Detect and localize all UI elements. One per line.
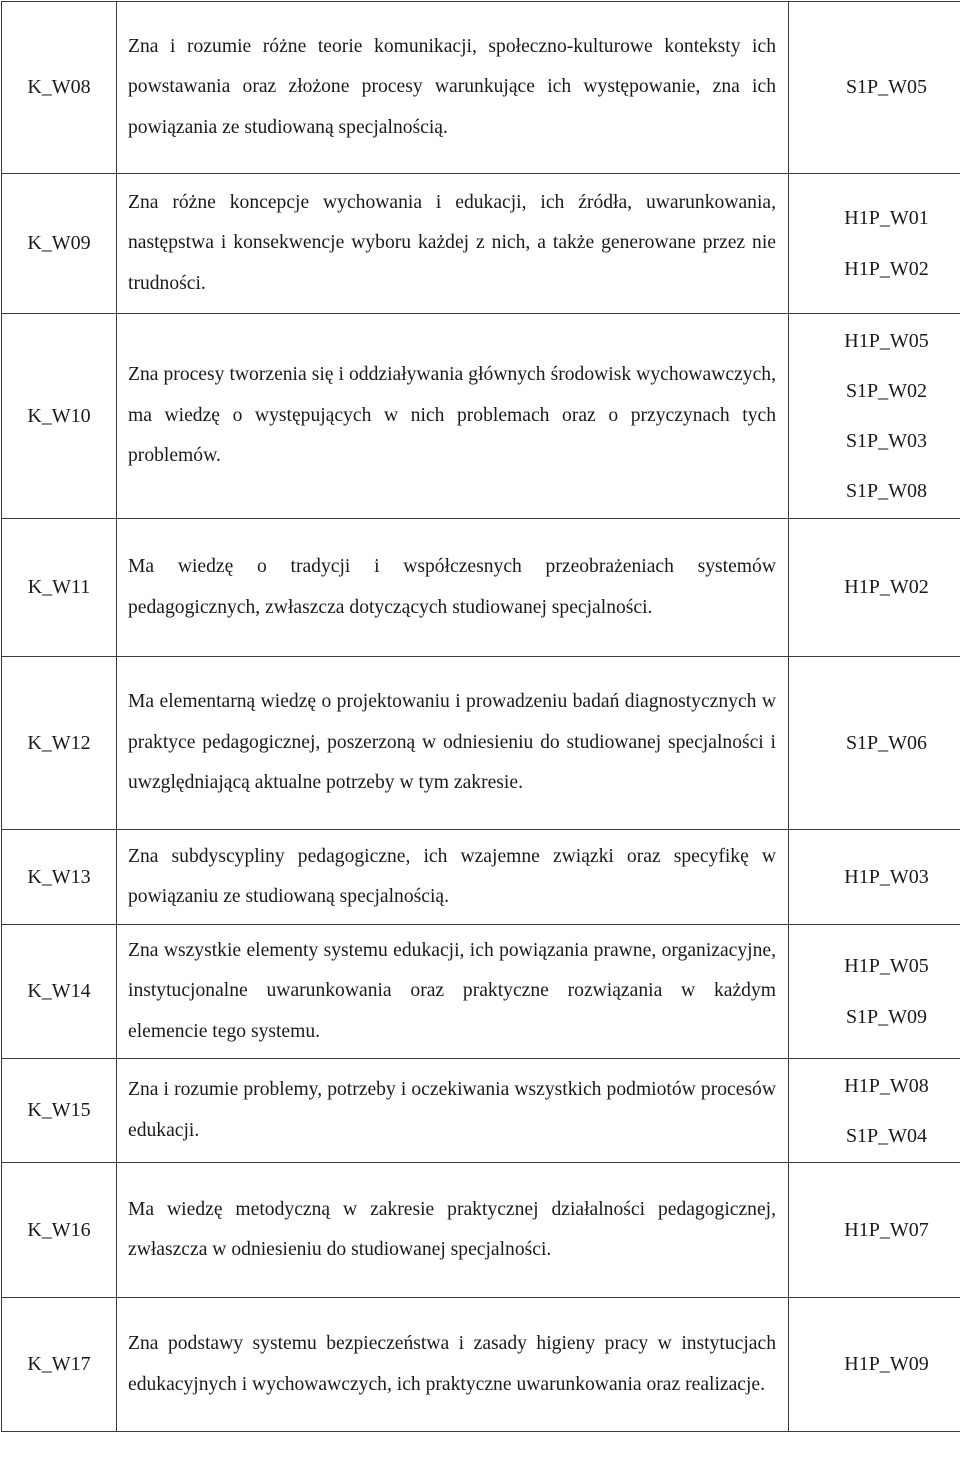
outcome-references [789, 2, 960, 174]
reference-code: H1P_W08 [844, 1074, 929, 1097]
outcome-references [789, 657, 960, 830]
outcome-references [789, 830, 960, 925]
outcome-code: K_W10 [2, 314, 117, 519]
reference-code: H1P_W07 [844, 1218, 929, 1241]
outcome-description: Ma wiedzę o tradycji i współczesnych przeobrażeniach systemów pedagogicznych, zwłaszcza dotyczących studiowanej specjalności. [117, 519, 789, 657]
outcome-code: K_W08 [2, 2, 117, 174]
reference-code: S1P_W09 [845, 1005, 928, 1028]
outcome-code: K_W15 [2, 1059, 117, 1163]
outcome-references [789, 314, 960, 519]
reference-code: H1P_W01 [844, 206, 929, 229]
outcome-description: Zna różne koncepcje wychowania i edukacji, ich źródła, uwarunkowania, następstwa i konsekwencje wyboru każdej z nich, a także generowane przez nie trudności. [117, 174, 789, 314]
outcome-description: Zna subdyscypliny pedagogiczne, ich wzajemne związki oraz specyfikę w powiązaniu ze studiowaną specjalnością. [117, 830, 789, 925]
table-row [2, 174, 960, 314]
reference-code: S1P_W06 [845, 731, 928, 754]
outcome-references [789, 519, 960, 657]
outcome-description: Zna i rozumie różne teorie komunikacji, społeczno-kulturowe konteksty ich powstawania oraz złożone procesy warunkujące ich występowanie, zna ich powiązania ze studiowaną specjalnością. [117, 2, 789, 174]
outcome-references [789, 1298, 960, 1432]
learning-outcomes-body [2, 2, 960, 1432]
outcome-references [789, 1163, 960, 1298]
table-row [2, 1059, 960, 1163]
reference-code: S1P_W05 [845, 76, 928, 98]
table-row [2, 925, 960, 1059]
reference-code: H1P_W09 [844, 1353, 929, 1375]
outcome-description: Zna wszystkie elementy systemu edukacji, ich powiązania prawne, organizacyjne, instytucjonalne uwarunkowania oraz praktyczne rozwiązania w każdym elemencie tego systemu. [117, 925, 789, 1059]
reference-code: H1P_W02 [844, 576, 929, 598]
reference-code: H1P_W02 [844, 257, 929, 280]
outcome-code: K_W12 [2, 657, 117, 830]
table-row [2, 830, 960, 925]
outcome-references [789, 1059, 960, 1163]
outcome-description: Ma elementarną wiedzę o projektowaniu i prowadzeniu badań diagnostycznych w praktyce pedagogicznej, poszerzoną w odniesieniu do studiowanej specjalności i uwzględniającą aktualne potrzeby w tym zakresie. [117, 657, 789, 830]
outcome-code: K_W11 [2, 519, 117, 657]
reference-code: H1P_W05 [844, 954, 929, 977]
reference-code: S1P_W04 [845, 1124, 928, 1147]
outcome-code: K_W09 [2, 174, 117, 314]
outcome-description: Ma wiedzę metodyczną w zakresie praktycznej działalności pedagogicznej, zwłaszcza w odniesieniu do studiowanej specjalności. [117, 1163, 789, 1298]
outcome-code: K_W16 [2, 1163, 117, 1298]
outcome-description: Zna podstawy systemu bezpieczeństwa i zasady higieny pracy w instytucjach edukacyjnych i wychowawczych, ich praktyczne uwarunkowania oraz realizacje. [117, 1298, 789, 1432]
reference-code: H1P_W03 [844, 865, 929, 888]
reference-code: S1P_W03 [845, 430, 928, 452]
table-row [2, 1163, 960, 1298]
outcome-code: K_W17 [2, 1298, 117, 1432]
reference-code: S1P_W08 [845, 480, 928, 502]
outcome-description: Zna i rozumie problemy, potrzeby i oczekiwania wszystkich podmiotów procesów edukacji. [117, 1059, 789, 1163]
outcome-code: K_W13 [2, 830, 117, 925]
reference-code: H1P_W05 [844, 330, 929, 352]
table-row [2, 657, 960, 830]
outcome-references [789, 925, 960, 1059]
learning-outcomes-table [1, 1, 960, 1432]
table-row [2, 519, 960, 657]
outcome-references [789, 174, 960, 314]
table-row [2, 1298, 960, 1432]
table-row [2, 2, 960, 174]
outcome-description: Zna procesy tworzenia się i oddziaływania głównych środowisk wychowawczych, ma wiedzę o występujących w nich problemach oraz o przyczynach tych problemów. [117, 314, 789, 519]
reference-code: S1P_W02 [845, 380, 928, 402]
outcome-code: K_W14 [2, 925, 117, 1059]
table-row [2, 314, 960, 519]
